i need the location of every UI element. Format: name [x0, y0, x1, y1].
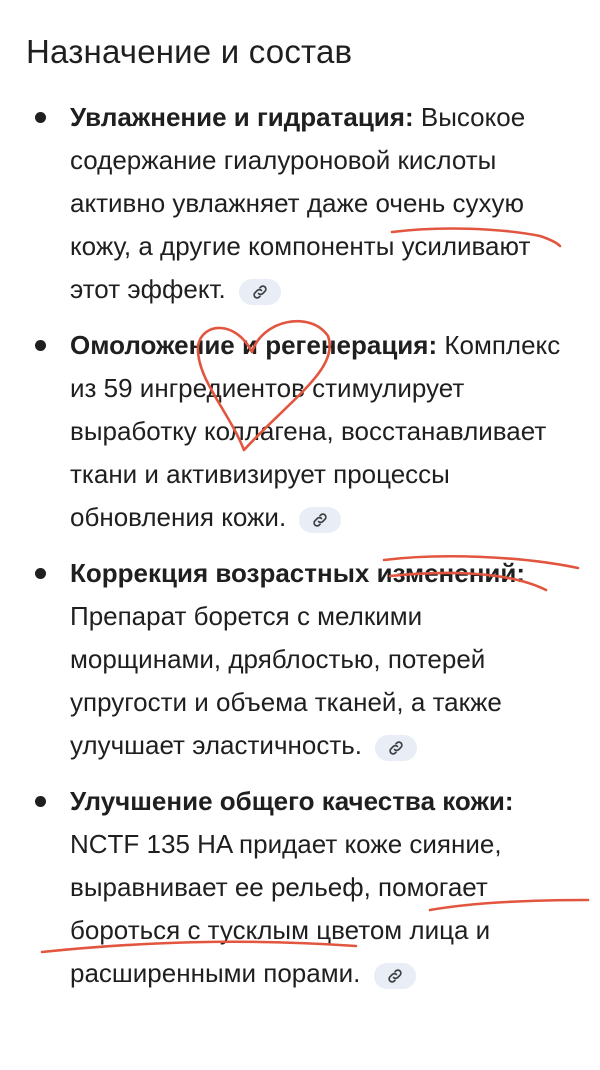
list-item-hydration: [0, 96, 600, 311]
link-icon: [311, 511, 329, 529]
list-item-title: Увлажнение и гидратация:: [70, 102, 414, 132]
list-item-text: NCTF 135 HA придает коже сияние, выравнивает ее рельеф, помогает бороться с тусклым цветом лица и расширенными порами.: [70, 829, 502, 988]
list-item-text: Препарат борется с мелкими морщинами, дряблостью, потерей упругости и объема тканей, а также улучшает эластичность.: [70, 601, 502, 760]
list-item-title: Улучшение общего качества кожи:: [70, 786, 514, 816]
link-icon: [386, 967, 404, 985]
source-link-button[interactable]: [375, 735, 417, 761]
source-link-button[interactable]: [299, 507, 341, 533]
bullet-icon: [35, 112, 46, 123]
link-icon: [251, 283, 269, 301]
list-item-title: Коррекция возрастных изменений:: [70, 558, 526, 588]
list-item-rejuvenation: [0, 324, 600, 539]
list-item-skin-quality: [0, 780, 600, 995]
list-item-text: Комплекс из 59 ингредиентов стимулирует выработку коллагена, восстанавливает ткани и активизирует процессы обновления кожи.: [70, 330, 561, 532]
link-icon: [387, 739, 405, 757]
list-item-title: Омоложение и регенерация:: [70, 330, 438, 360]
bullet-icon: [35, 796, 46, 807]
bullet-icon: [35, 568, 46, 579]
bullet-list: [0, 96, 600, 1008]
bullet-icon: [35, 340, 46, 351]
list-item-text: Высокое содержание гиалуроновой кислоты активно увлажняет даже очень сухую кожу, а другие компоненты усиливают этот эффект.: [70, 102, 531, 304]
source-link-button[interactable]: [239, 279, 281, 305]
list-item-age-correction: [0, 552, 600, 767]
source-link-button[interactable]: [374, 963, 416, 989]
section-title: Назначение и состав: [26, 33, 353, 70]
